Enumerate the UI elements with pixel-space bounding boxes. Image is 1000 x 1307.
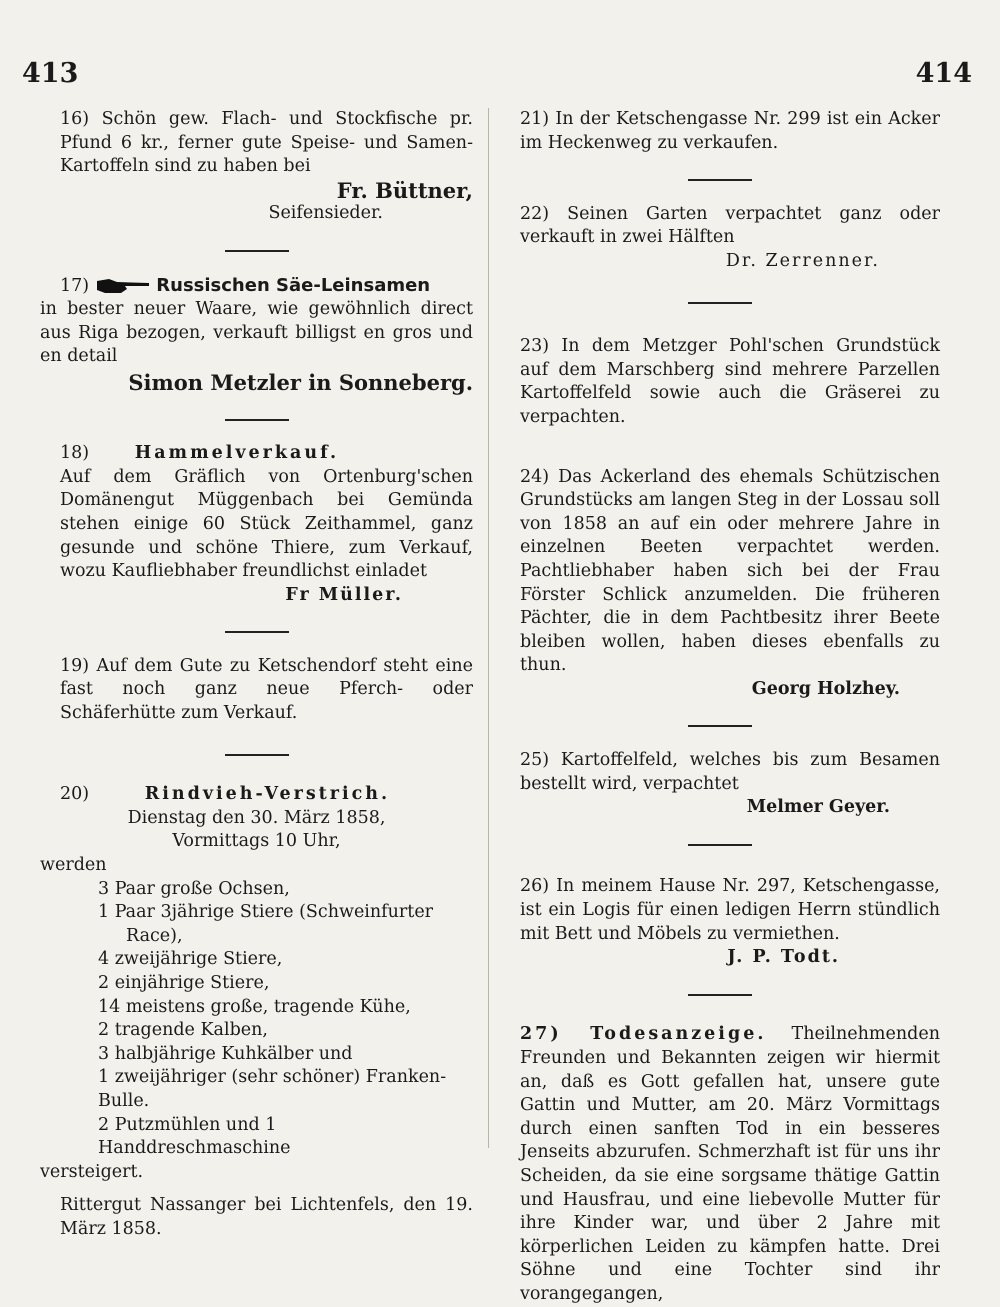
left-column <box>40 108 473 1242</box>
separator <box>500 288 940 312</box>
list-item: 1 Paar 3jährige Stiere (Schweinfurter <box>98 902 434 923</box>
ad-27-text <box>500 1023 940 1306</box>
separator <box>500 711 940 735</box>
ad-20-footer: Rittergut Nassanger bei Lichtenfels, den 19. März 1858. <box>60 1195 473 1239</box>
ad-18-title-line <box>40 442 473 466</box>
ad-25-signature: Melmer Geyer. <box>746 797 890 818</box>
ad-20-versteigert: versteigert. <box>40 1161 144 1182</box>
separator <box>500 830 940 854</box>
ad-16-role: Seifensieder. <box>268 203 383 224</box>
ad-22-signature: Dr. Zerrenner. <box>725 250 880 271</box>
ad-24-signature: Georg Holzhey. <box>751 678 900 699</box>
separator <box>40 617 473 641</box>
list-item: 2 Putzmühlen und 1 Handdreschmaschine <box>98 1114 291 1159</box>
ad-17-headline: Russischen Säe-Leinsamen <box>156 274 431 296</box>
ad-16-signature: Fr. Büttner, <box>336 177 473 203</box>
list-item: 2 einjährige Stiere, <box>98 973 270 993</box>
separator <box>40 236 473 260</box>
ad-24-text: 24) Das Ackerland des ehemals Schützischen Grundstücks am langen Steg in der Lossau soll von 1858 an auf ein oder mehrere Jahre in einzelnen Beeten verpachtet werden. Pachtliebhaber haben sich bei der Frau Förster Schlick anzumelden. Die früheren Pächter, die in dem Pachtbesitz ihrer Beete bleiben wollen, haben dieses ebenfalls zu thun. <box>520 466 940 676</box>
list-item: 1 zweijähriger (sehr schöner) Franken-Bulle. <box>98 1067 447 1111</box>
ad-17-number: 17) <box>60 275 90 296</box>
page-number-left: 413 <box>22 58 79 89</box>
ad-20-date: Dienstag den 30. März 1858, <box>127 807 386 828</box>
list-item: 3 halbjährige Kuhkälber und <box>98 1043 353 1064</box>
ad-23-text: 23) In dem Metzger Pohl'schen Grundstück auf dem Marschberg sind mehrere Parzellen Kartoffelfeld sowie auch die Gräserei zu verpachten. <box>520 336 940 427</box>
list-item: 14 meistens große, tragende Kühe, <box>98 996 411 1017</box>
list-item: 2 tragende Kalben, <box>98 1020 268 1041</box>
list-item: Race), <box>126 925 183 946</box>
ad-26-signature: J. P. Todt. <box>727 947 840 968</box>
separator <box>40 740 473 764</box>
list-item: 4 zweijährige Stiere, <box>98 949 283 970</box>
ad-20-title-line <box>40 783 473 807</box>
separator <box>500 980 940 1004</box>
separator <box>40 405 473 429</box>
ad-20-werden: werden <box>40 855 107 876</box>
ad-22-text: 22) Seinen Garten verpachtet ganz oder verkauft in zwei Hälften <box>520 203 940 248</box>
ad-20-item-list <box>40 878 473 1161</box>
ad-21-text: 21) In der Ketschengasse Nr. 299 ist ein Acker im Heckenweg zu verkaufen. <box>520 109 940 153</box>
page-number-right: 414 <box>915 58 972 89</box>
separator <box>500 165 940 189</box>
ad-18-signature: Fr Müller. <box>285 584 403 605</box>
ad-20-title: Rindvieh-Verstrich. <box>144 784 391 805</box>
ad-17-headline-line <box>40 274 473 299</box>
ad-18-title: Hammelverkauf. <box>134 443 340 464</box>
ad-27-body: Theilnehmenden Freunden und Bekannten zeigen wir hiermit an, daß es Gott gefallen hat, unsere gute Gattin und Mutter, am 20. März Vormittags durch einen sanften Tod in ein besseres Jenseits abzurufen. Schmerzhaft ist für uns ihr Scheiden, da sie eine sorgsame thätige Gattin und Hausfrau, und eine liebevolle Mutter für ihre Kinder war, und über 2 Jahre mit körperlichen Leiden zu kämpfen hatte. Drei Söhne und eine Tochter sind ihr vorangegangen, <box>520 1024 940 1304</box>
ad-18-text: Auf dem Gräflich von Ortenburg'schen Domänengut Müggenbach bei Gemünda stehen einige 60 Stück Zeithammel, ganz gesunde und schöne Thiere, zum Verkauf, wozu Kaufliebhaber freundlichst einladet <box>60 466 473 582</box>
ad-20-number: 20) <box>60 784 90 805</box>
ad-17-text: in bester neuer Waare, wie gewöhnlich direct aus Riga bezogen, verkauft billigst en gros und en detail <box>40 299 473 367</box>
ad-17-signature: Simon Metzler in Sonneberg. <box>128 369 473 395</box>
ad-18-number: 18) <box>60 443 90 464</box>
right-column <box>500 108 940 1307</box>
ad-16-text: 16) Schön gew. Flach- und Stockfische pr. Pfund 6 kr., ferner gute Speise- und Samen-Kartoffeln sind zu haben bei <box>60 109 473 177</box>
ad-19-text: 19) Auf dem Gute zu Ketschendorf steht eine fast noch ganz neue Pferch- oder Schäferhütte zum Verkauf. <box>60 655 473 724</box>
ad-26-text: 26) In meinem Hause Nr. 297, Ketschengasse, ist ein Logis für einen ledigen Herrn stündlich mit Bett und Möbels zu vermiethen. <box>520 876 940 944</box>
ad-20-time: Vormittags 10 Uhr, <box>172 831 341 852</box>
ad-25-text: 25) Kartoffelfeld, welches bis zum Besamen bestellt wird, verpachtet <box>520 750 940 794</box>
column-divider <box>488 108 489 1148</box>
list-item: 3 Paar große Ochsen, <box>98 878 290 899</box>
pointing-hand-icon <box>95 277 151 295</box>
ad-27-lead: 27) Todesanzeige. <box>520 1024 767 1045</box>
